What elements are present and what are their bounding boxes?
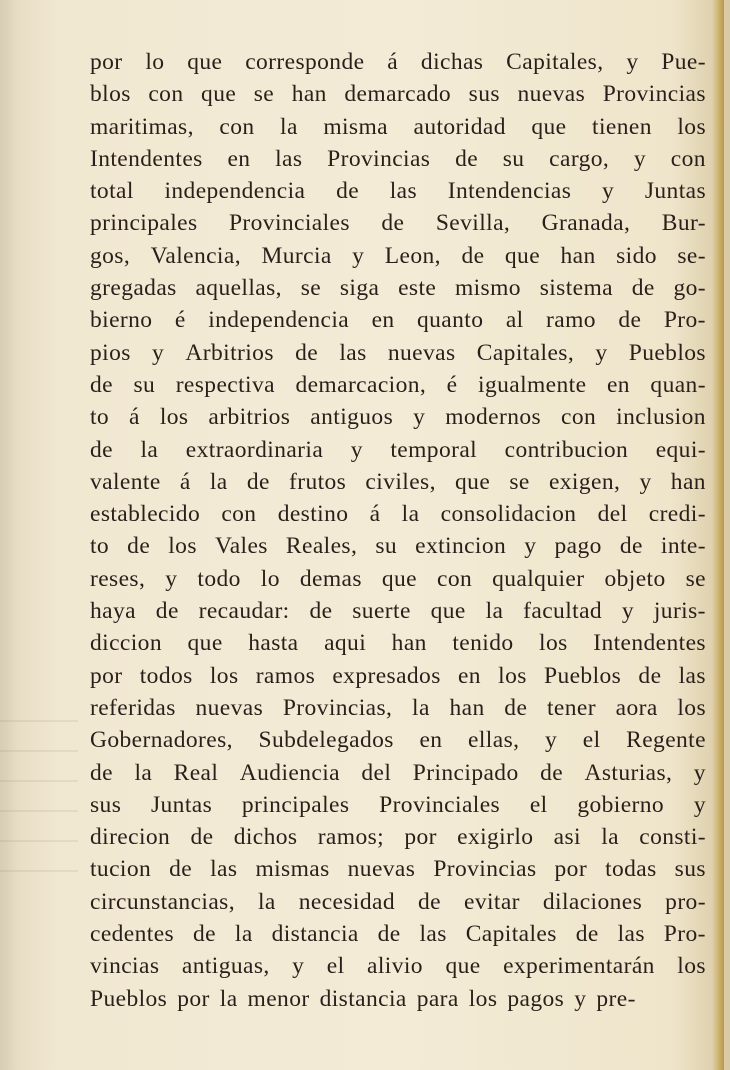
word: han xyxy=(391,630,427,657)
word: que xyxy=(430,598,466,625)
word: todas xyxy=(605,856,657,883)
word: dichos xyxy=(233,824,298,851)
text-line xyxy=(90,78,706,110)
word: de xyxy=(461,242,485,269)
word: de xyxy=(618,307,642,334)
word: de xyxy=(504,694,528,721)
word: establecido xyxy=(90,501,201,528)
text-line xyxy=(90,757,706,789)
word: la xyxy=(601,824,619,851)
text-line xyxy=(90,563,706,595)
word: dilaciones xyxy=(542,888,643,915)
word: asi xyxy=(553,824,581,851)
word: los xyxy=(209,662,239,689)
word: y xyxy=(524,533,537,560)
word: las xyxy=(389,178,418,205)
word: sistema xyxy=(539,275,613,302)
word: dichas xyxy=(420,49,484,75)
word: antiguas, xyxy=(181,953,270,980)
word: en xyxy=(457,662,481,689)
text-line xyxy=(90,401,706,433)
word: cargo, xyxy=(549,145,610,172)
word: Pueblos xyxy=(543,662,622,689)
word: circunstancias, xyxy=(90,888,235,915)
word: por xyxy=(177,985,210,1012)
word: to xyxy=(90,533,110,560)
word: su xyxy=(133,371,156,398)
word: sus xyxy=(468,81,500,108)
word: Provinciales xyxy=(228,210,350,237)
word: los xyxy=(677,694,706,721)
word: misma xyxy=(323,113,388,140)
word: quanto xyxy=(417,307,484,334)
word: alivio xyxy=(367,953,423,980)
word: gos, xyxy=(90,242,131,269)
word: la xyxy=(140,436,159,463)
word: recaudar: xyxy=(198,598,290,625)
word: pagos xyxy=(507,985,565,1012)
word: frutos xyxy=(289,468,347,495)
text-line xyxy=(90,789,706,821)
word: y xyxy=(152,339,165,366)
word: se xyxy=(509,468,530,495)
word: distancia xyxy=(319,985,407,1012)
word: de xyxy=(418,888,441,915)
word: y xyxy=(633,145,647,172)
text-line xyxy=(90,304,706,336)
text-line xyxy=(90,853,706,885)
word: é xyxy=(446,371,458,398)
word: maritimas, xyxy=(90,113,194,140)
word: los xyxy=(168,533,197,560)
word: con xyxy=(219,113,255,140)
word: las xyxy=(210,856,238,883)
text-line xyxy=(90,272,706,304)
word: nuevas xyxy=(517,81,586,108)
word: diccion xyxy=(90,630,162,657)
word: aqui xyxy=(324,630,367,657)
word: la xyxy=(209,468,228,495)
word: Capitales, xyxy=(476,339,575,366)
word: pago xyxy=(554,533,602,560)
text-line xyxy=(90,530,706,562)
word: Reales, xyxy=(285,533,358,560)
word: nuevas xyxy=(195,694,264,721)
word: lo xyxy=(145,49,165,75)
word: los xyxy=(539,630,568,657)
word: credi- xyxy=(648,501,706,528)
word: modernos xyxy=(445,404,542,431)
word: á xyxy=(387,49,399,75)
word: Pueblos xyxy=(90,985,168,1012)
word: equi- xyxy=(655,436,706,463)
word: de xyxy=(127,533,151,560)
word: sus xyxy=(674,856,706,883)
word: se- xyxy=(677,242,706,269)
word: la xyxy=(257,888,276,915)
word: Pueblos xyxy=(628,339,706,366)
word: con xyxy=(221,501,257,528)
word: de xyxy=(309,598,333,625)
word: en xyxy=(227,145,251,172)
text-line xyxy=(90,175,706,207)
word: han xyxy=(291,81,327,108)
text-line xyxy=(90,918,706,950)
word: demas xyxy=(299,565,362,592)
word: vincias xyxy=(90,953,160,980)
word: extraordinaria xyxy=(185,436,324,463)
word: nuevas xyxy=(387,339,456,366)
word: por xyxy=(554,856,588,883)
word: todos xyxy=(139,662,193,689)
word: se xyxy=(253,81,275,108)
text-line xyxy=(90,692,706,724)
word: á xyxy=(179,468,191,495)
word: Juntas xyxy=(150,791,213,818)
word: ramos xyxy=(255,662,316,689)
word: la xyxy=(412,694,430,721)
word: y xyxy=(693,759,706,786)
text-line xyxy=(90,369,706,401)
word: para xyxy=(416,985,459,1012)
word: en xyxy=(419,727,443,754)
word: qualquier xyxy=(492,565,585,592)
word: Pro- xyxy=(663,921,706,948)
word: aquellas, xyxy=(195,275,282,302)
word: Provincias xyxy=(327,145,431,172)
word: principales xyxy=(90,210,198,237)
word: la xyxy=(485,598,504,625)
text-line xyxy=(90,498,706,530)
word: Intendentes xyxy=(593,630,706,657)
word: hasta xyxy=(248,630,299,657)
word: Sevilla, xyxy=(435,210,511,237)
word: y xyxy=(602,178,615,205)
word: con xyxy=(437,565,473,592)
word: la xyxy=(280,113,298,140)
word: civiles, xyxy=(365,468,436,495)
body-text xyxy=(90,46,706,1015)
word: tienen xyxy=(592,113,652,140)
word: Regente xyxy=(626,727,706,754)
word: exigen, xyxy=(548,468,621,495)
text-line xyxy=(90,627,706,659)
word: de xyxy=(90,436,113,463)
word: principales xyxy=(241,791,350,818)
word: Leon, xyxy=(384,242,441,269)
word: demarcacion, xyxy=(295,371,427,398)
word: extincion xyxy=(415,533,507,560)
word: to xyxy=(90,404,110,431)
word: este xyxy=(398,275,437,302)
page-left-shadow xyxy=(0,0,18,1070)
word: de xyxy=(631,275,655,302)
word: cedentes xyxy=(90,921,175,948)
text-line xyxy=(90,337,706,369)
word: Subdelegados xyxy=(258,727,394,754)
word: con xyxy=(148,81,184,108)
word: pro- xyxy=(665,888,706,915)
word: go- xyxy=(673,275,706,302)
word: Juntas xyxy=(644,178,706,205)
word: Arbitrios xyxy=(185,339,274,366)
text-line xyxy=(90,983,706,1015)
text-line xyxy=(90,111,706,143)
word: independencia xyxy=(164,178,306,205)
word: y xyxy=(165,565,178,592)
word: blos xyxy=(90,81,131,108)
word: Real xyxy=(173,759,219,786)
word: Pro- xyxy=(663,307,706,334)
word: los xyxy=(677,113,706,140)
word: por xyxy=(404,824,437,851)
word: quan- xyxy=(650,371,706,398)
word: ramo xyxy=(546,307,596,334)
word: corresponde xyxy=(245,49,365,75)
word: Intendentes xyxy=(90,145,203,172)
word: las xyxy=(275,145,303,172)
word: Intendencias xyxy=(447,178,572,205)
text-line xyxy=(90,434,706,466)
word: y xyxy=(413,404,426,431)
word: siga xyxy=(339,275,380,302)
word: contribucion xyxy=(504,436,629,463)
word: menor xyxy=(247,985,310,1012)
text-line xyxy=(90,660,706,692)
word: nuevas xyxy=(347,856,416,883)
word: se xyxy=(685,565,706,592)
word: el xyxy=(582,727,601,754)
word: han xyxy=(449,694,485,721)
word: se xyxy=(300,275,322,302)
word: que xyxy=(455,468,491,495)
word: ellas, xyxy=(468,727,520,754)
word: pre- xyxy=(596,985,636,1012)
word: todo xyxy=(197,565,241,592)
word: consolidacion xyxy=(440,501,577,528)
word: haya xyxy=(90,598,136,625)
word: con xyxy=(670,145,706,172)
word: y xyxy=(693,791,706,818)
word: juris- xyxy=(653,598,706,625)
word: los xyxy=(498,662,527,689)
word: tener xyxy=(546,694,596,721)
word: demarcado xyxy=(344,81,452,108)
word: y xyxy=(595,339,608,366)
word: los xyxy=(677,953,706,980)
word: de xyxy=(190,824,214,851)
word: Provincias xyxy=(602,81,706,108)
word: y xyxy=(545,727,558,754)
word: referidas xyxy=(90,694,176,721)
word: bierno xyxy=(90,307,153,334)
word: total xyxy=(90,178,134,205)
word: Provincias, xyxy=(282,694,393,721)
word: antiguos xyxy=(310,404,394,431)
word: que xyxy=(187,49,223,75)
text-line xyxy=(90,821,706,853)
word: la xyxy=(401,501,420,528)
word: que xyxy=(381,565,418,592)
word: que xyxy=(201,81,237,108)
word: las xyxy=(617,921,645,948)
text-line xyxy=(90,595,706,627)
word: han xyxy=(670,468,706,495)
word: arbitrios xyxy=(208,404,291,431)
word: de xyxy=(638,662,662,689)
word: y xyxy=(639,468,652,495)
word: de xyxy=(455,145,479,172)
word: sus xyxy=(90,791,122,818)
word: y xyxy=(574,985,587,1012)
word: temporal xyxy=(390,436,478,463)
word: de xyxy=(169,856,193,883)
word: que xyxy=(504,242,541,269)
text-line xyxy=(90,466,706,498)
text-line xyxy=(90,207,706,239)
word: y xyxy=(621,598,635,625)
word: de xyxy=(540,759,564,786)
word: valente xyxy=(90,468,161,495)
word: de xyxy=(246,468,270,495)
word: á xyxy=(369,501,381,528)
word: Bur- xyxy=(661,210,706,237)
word: de xyxy=(377,921,401,948)
word: necesidad xyxy=(298,888,395,915)
word: Capitales xyxy=(465,921,557,948)
word: y xyxy=(352,242,365,269)
word: los xyxy=(159,404,189,431)
word: Asturias, xyxy=(584,759,673,786)
word: de xyxy=(575,921,599,948)
word: el xyxy=(529,791,548,818)
word: por xyxy=(90,49,123,75)
word: gobierno xyxy=(577,791,665,818)
word: su xyxy=(375,533,398,560)
word: experimentarán xyxy=(503,953,655,980)
word: su xyxy=(502,145,525,172)
text-line xyxy=(90,724,706,756)
word: objeto xyxy=(604,565,666,592)
word: han xyxy=(560,242,596,269)
word: por xyxy=(90,662,123,689)
word: evitar xyxy=(463,888,520,915)
word: sido xyxy=(616,242,657,269)
word: las xyxy=(339,339,367,366)
text-line xyxy=(90,240,706,272)
word: exigirlo xyxy=(457,824,534,851)
word: inte- xyxy=(660,533,706,560)
word: consti- xyxy=(639,824,706,851)
word: de xyxy=(155,598,179,625)
word: direcion xyxy=(90,824,171,851)
word: igualmente xyxy=(478,371,587,398)
word: Valencia, xyxy=(150,242,241,269)
word: inclusion xyxy=(616,404,706,431)
word: del xyxy=(597,501,628,528)
word: mismas xyxy=(255,856,330,883)
word: Vales xyxy=(214,533,268,560)
word: gregadas xyxy=(90,275,177,302)
word: suerte xyxy=(352,598,411,625)
word: en xyxy=(371,307,395,334)
word: ramos; xyxy=(317,824,385,851)
word: Granada, xyxy=(541,210,631,237)
word: respectiva xyxy=(175,371,275,398)
word: Provinciales xyxy=(379,791,501,818)
word: en xyxy=(606,371,630,398)
word: facultad xyxy=(523,598,603,625)
word: los xyxy=(468,985,498,1012)
word: y xyxy=(350,436,363,463)
word: al xyxy=(505,307,524,334)
word: con xyxy=(561,404,597,431)
word: y xyxy=(626,49,639,75)
word: la xyxy=(134,759,153,786)
text-line xyxy=(90,143,706,175)
word: Pue- xyxy=(661,49,706,75)
word: Capitales, xyxy=(506,49,604,75)
word: Audiencia xyxy=(239,759,340,786)
text-line xyxy=(90,886,706,918)
word: del xyxy=(361,759,392,786)
word: expresados xyxy=(332,662,441,689)
word: que xyxy=(187,630,223,657)
word: lo xyxy=(260,565,280,592)
word: que xyxy=(531,113,567,140)
word: las xyxy=(419,921,447,948)
word: tenido xyxy=(452,630,514,657)
word: tucion xyxy=(90,856,152,883)
word: aora xyxy=(615,694,658,721)
word: y xyxy=(292,953,305,980)
word: Principado xyxy=(412,759,519,786)
word: de xyxy=(295,339,319,366)
word: mismo xyxy=(454,275,521,302)
word: la xyxy=(234,921,253,948)
word: Murcia xyxy=(261,242,332,269)
word: de xyxy=(336,178,360,205)
word: á xyxy=(129,404,140,431)
word: de xyxy=(90,371,113,398)
word: distancia xyxy=(271,921,359,948)
word: Provincias xyxy=(433,856,537,883)
word: de xyxy=(619,533,643,560)
word: de xyxy=(381,210,405,237)
word: reses, xyxy=(90,565,146,592)
word: independencia xyxy=(208,307,350,334)
word: Gobernadores, xyxy=(90,727,233,754)
word: é xyxy=(174,307,186,334)
word: autoridad xyxy=(413,113,506,140)
text-line xyxy=(90,950,706,982)
text-line xyxy=(90,46,706,78)
page-right-edge xyxy=(712,0,724,1070)
word: que xyxy=(445,953,481,980)
word: la xyxy=(219,985,238,1012)
show-through-text xyxy=(0,720,78,880)
word: el xyxy=(326,953,345,980)
word: de xyxy=(90,759,113,786)
word: destino xyxy=(277,501,349,528)
word: de xyxy=(193,921,216,948)
word: las xyxy=(678,662,706,689)
word: pios xyxy=(90,339,131,366)
